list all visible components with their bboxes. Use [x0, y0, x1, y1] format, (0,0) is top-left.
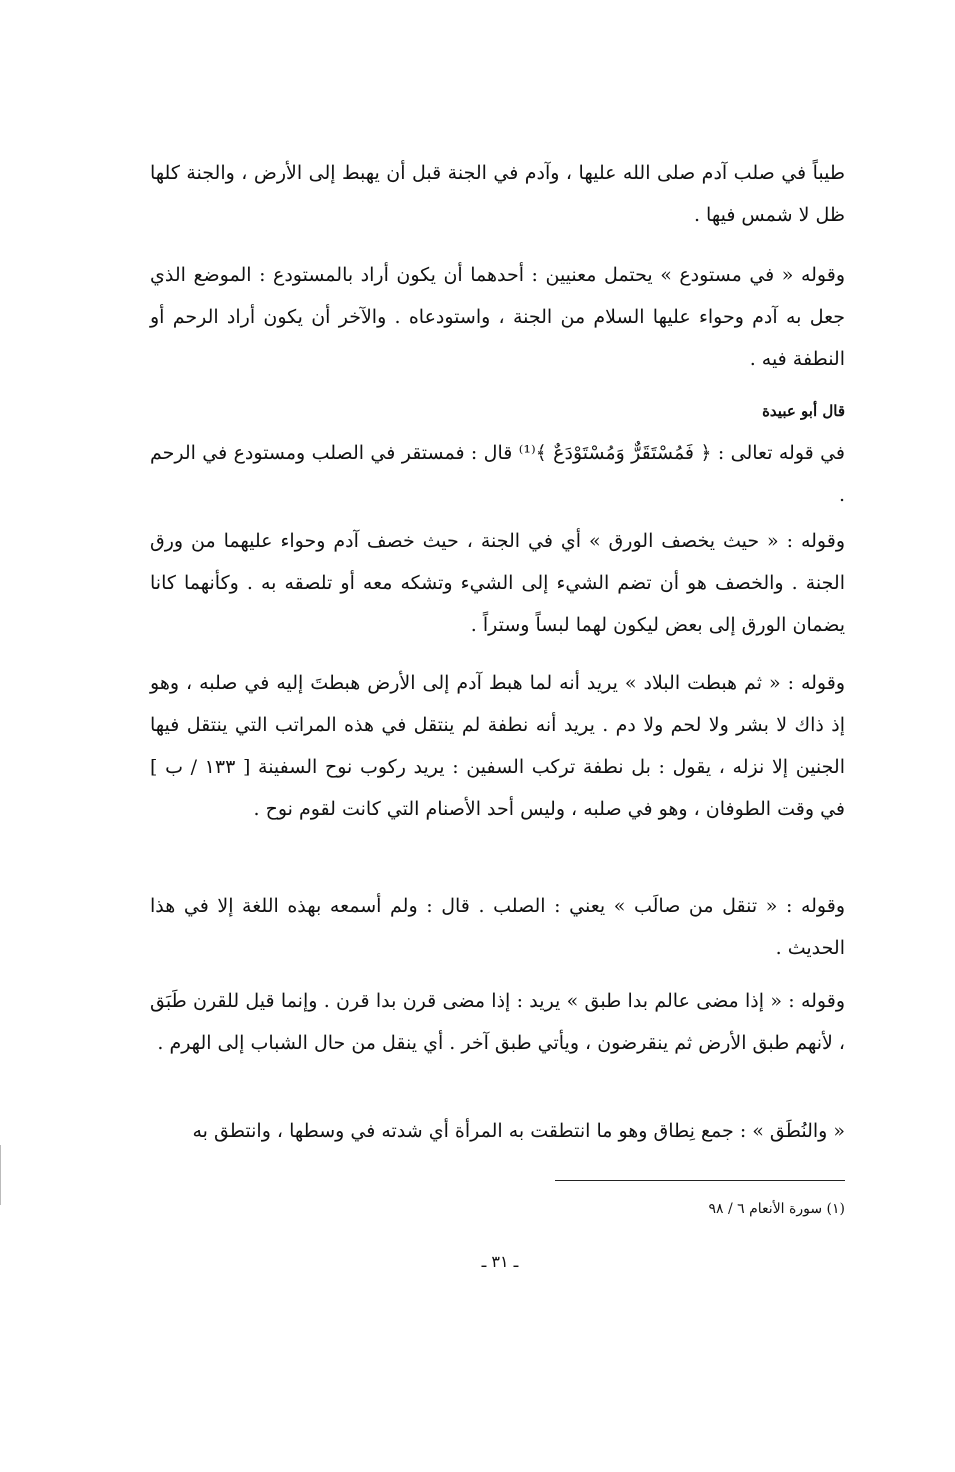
paragraph-3: في قوله تعالى : ﴿ فَمُسْتَقَرٌّ وَمُسْتَوْدَعٌ ﴾⁽¹⁾ قال : فمستقر في الصلب ومستودع في الرحم . [150, 442, 845, 506]
section-heading: قال أبو عبيدة [762, 402, 845, 420]
paragraph-2: وقوله « في مستودع » يحتمل معنيين : أحدهما أن يكون أراد بالمستودع : الموضع الذي جعل به آدم وحواء عليها السلام من الجنة ، واستودعاه . والآخر أن يكون أراد الرحم أو النطفة فيه . [150, 264, 845, 370]
paragraph-4: وقوله : « حيث يخصف الورق » أي في الجنة ، حيث خصف آدم وحواء عليهما من ورق الجنة . والخصف هو أن تضم الشيء إلى الشيء وتشكه معه أو تلصقه به . وكأنهما كانا يضمان الورق إلى بعض ليكون لهما لبساً وستراً . [150, 530, 845, 636]
paragraph-1: طيباً في صلب آدم صلى الله عليها ، وآدم في الجنة قبل أن يهبط إلى الأرض ، والجنة كلها ظل لا شمس فيها . [150, 162, 845, 226]
paragraph-8: « والنُطَق » : جمع نِطاق وهو ما انتطقت به المرأة أي شدته في وسطها ، وانتطق به [192, 1120, 845, 1142]
footnote: (١) سورة الأنعام ٦ / ٩٨ [708, 1201, 845, 1217]
page-number: ـ ٣١ ـ [481, 1252, 519, 1271]
footnote-divider [555, 1180, 845, 1181]
scan-edge-mark [0, 1145, 1, 1205]
paragraph-5: وقوله : « ثم هبطت البلاد » يريد أنه لما هبط آدم إلى الأرض هبطتَ إليه في صلبه ، وهو إذ ذاك لا بشر ولا لحم ولا دم . يريد أنه نطفة لم ينتقل في هذه المراتب التي ينتقل فيها الجنين إلا نزله ، يقول : بل نطفة تركب السفين : يريد ركوب نوح السفينة [ ١٣٣ / ب ] في وقت الطوفان ، وهو في صلبه ، وليس أحد الأصنام التي كانت لقوم نوح . [150, 672, 845, 820]
paragraph-7: وقوله : « إذا مضى عالم بدا طبق » يريد : إذا مضى قرن بدا قرن . وإنما قيل للقرن طَبَق ، لأنهم طبق الأرض ثم ينقرضون ، ويأتي طبق آخر . أي ينقل من حال الشباب إلى الهرم . [150, 990, 845, 1054]
paragraph-6: وقوله : « تنقل من صالَب » يعني : الصلب . قال : ولم أسمعه بهذه اللغة إلا في هذا الحديث . [150, 895, 845, 959]
